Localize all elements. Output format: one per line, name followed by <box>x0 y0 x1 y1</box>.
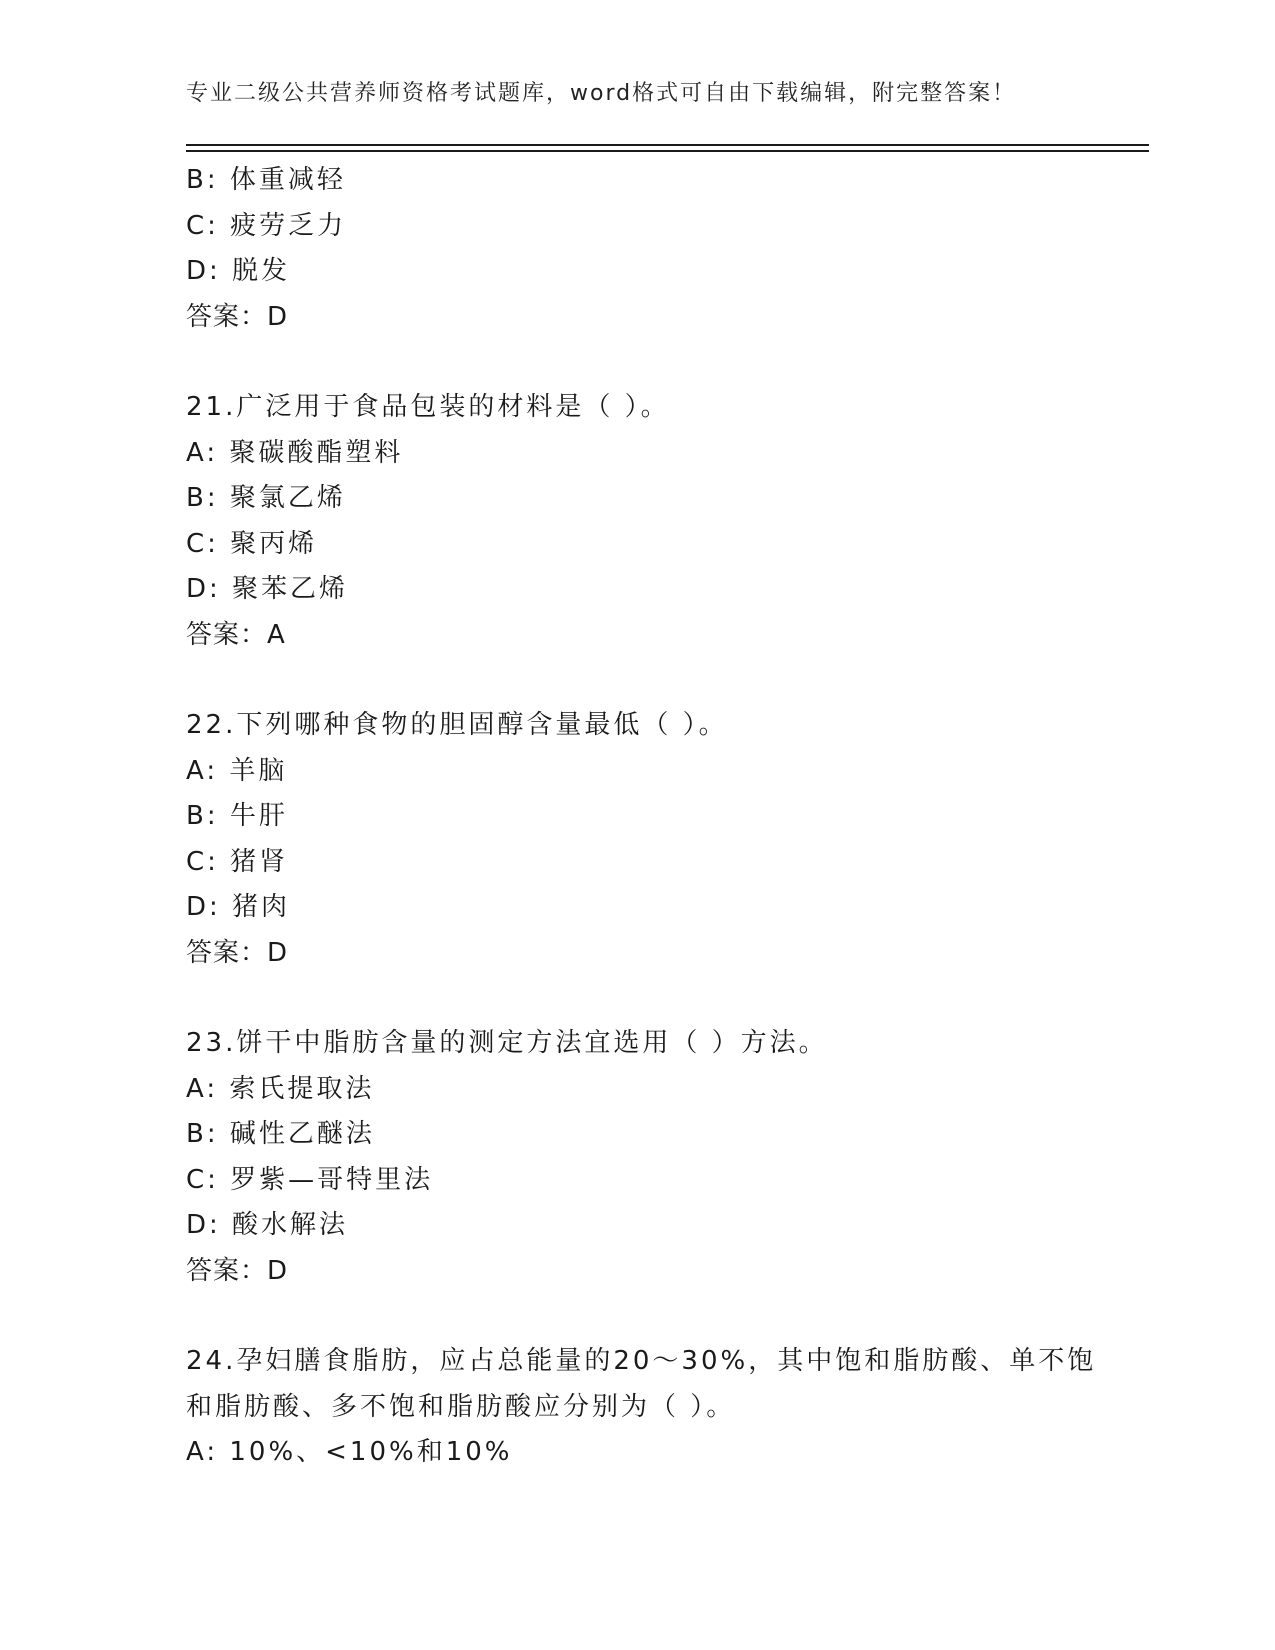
option-a: A: 10%、<10%和10% <box>186 1437 513 1467</box>
option-d: D: 酸水解法 <box>186 1210 349 1240</box>
question-block-prev <box>186 158 1149 340</box>
question-list <box>186 158 1149 1476</box>
option-d: D: 猪肉 <box>186 892 291 922</box>
option-b: B: 体重减轻 <box>186 165 346 195</box>
option-b: B: 碱性乙醚法 <box>186 1119 375 1149</box>
answer-line: 答案：D <box>186 937 289 968</box>
question-stem: 22.下列哪种食物的胆固醇含量最低（ ）。 <box>186 710 728 740</box>
option-c: C: 猪肾 <box>186 846 289 877</box>
header-rule-bottom <box>186 150 1149 152</box>
answer-line: 答案：A <box>186 619 286 650</box>
header-rule-top <box>186 144 1149 146</box>
page-header: 专业二级公共营养师资格考试题库，word格式可自由下载编辑，附完整答案！ <box>186 81 1017 106</box>
question-block-22 <box>186 703 1149 976</box>
option-c: C: 罗紫—哥特里法 <box>186 1164 434 1195</box>
question-block-23 <box>186 1021 1149 1294</box>
option-b: B: 聚氯乙烯 <box>186 483 346 513</box>
question-stem-line-1: 24.孕妇膳食脂肪，应占总能量的20～30%，其中饱和脂肪酸、单不饱 <box>186 1346 1097 1376</box>
option-d: D: 脱发 <box>186 256 291 286</box>
option-c: C: 聚丙烯 <box>186 528 318 559</box>
question-stem: 21.广泛用于食品包装的材料是（ ）。 <box>186 392 670 422</box>
option-a: A: 索氏提取法 <box>186 1073 375 1104</box>
question-block-21 <box>186 385 1149 658</box>
option-a: A: 羊脑 <box>186 755 288 786</box>
question-stem: 23.饼干中脂肪含量的测定方法宜选用（ ）方法。 <box>186 1028 828 1058</box>
option-d: D: 聚苯乙烯 <box>186 574 349 604</box>
answer-line: 答案：D <box>186 1255 289 1286</box>
answer-line: 答案：D <box>186 301 289 332</box>
question-stem-line-2: 和脂肪酸、多不饱和脂肪酸应分别为（ ）。 <box>186 1391 736 1422</box>
question-block-24 <box>186 1339 1149 1476</box>
option-b: B: 牛肝 <box>186 801 288 831</box>
option-c: C: 疲劳乏力 <box>186 210 347 241</box>
option-a: A: 聚碳酸酯塑料 <box>186 437 404 468</box>
